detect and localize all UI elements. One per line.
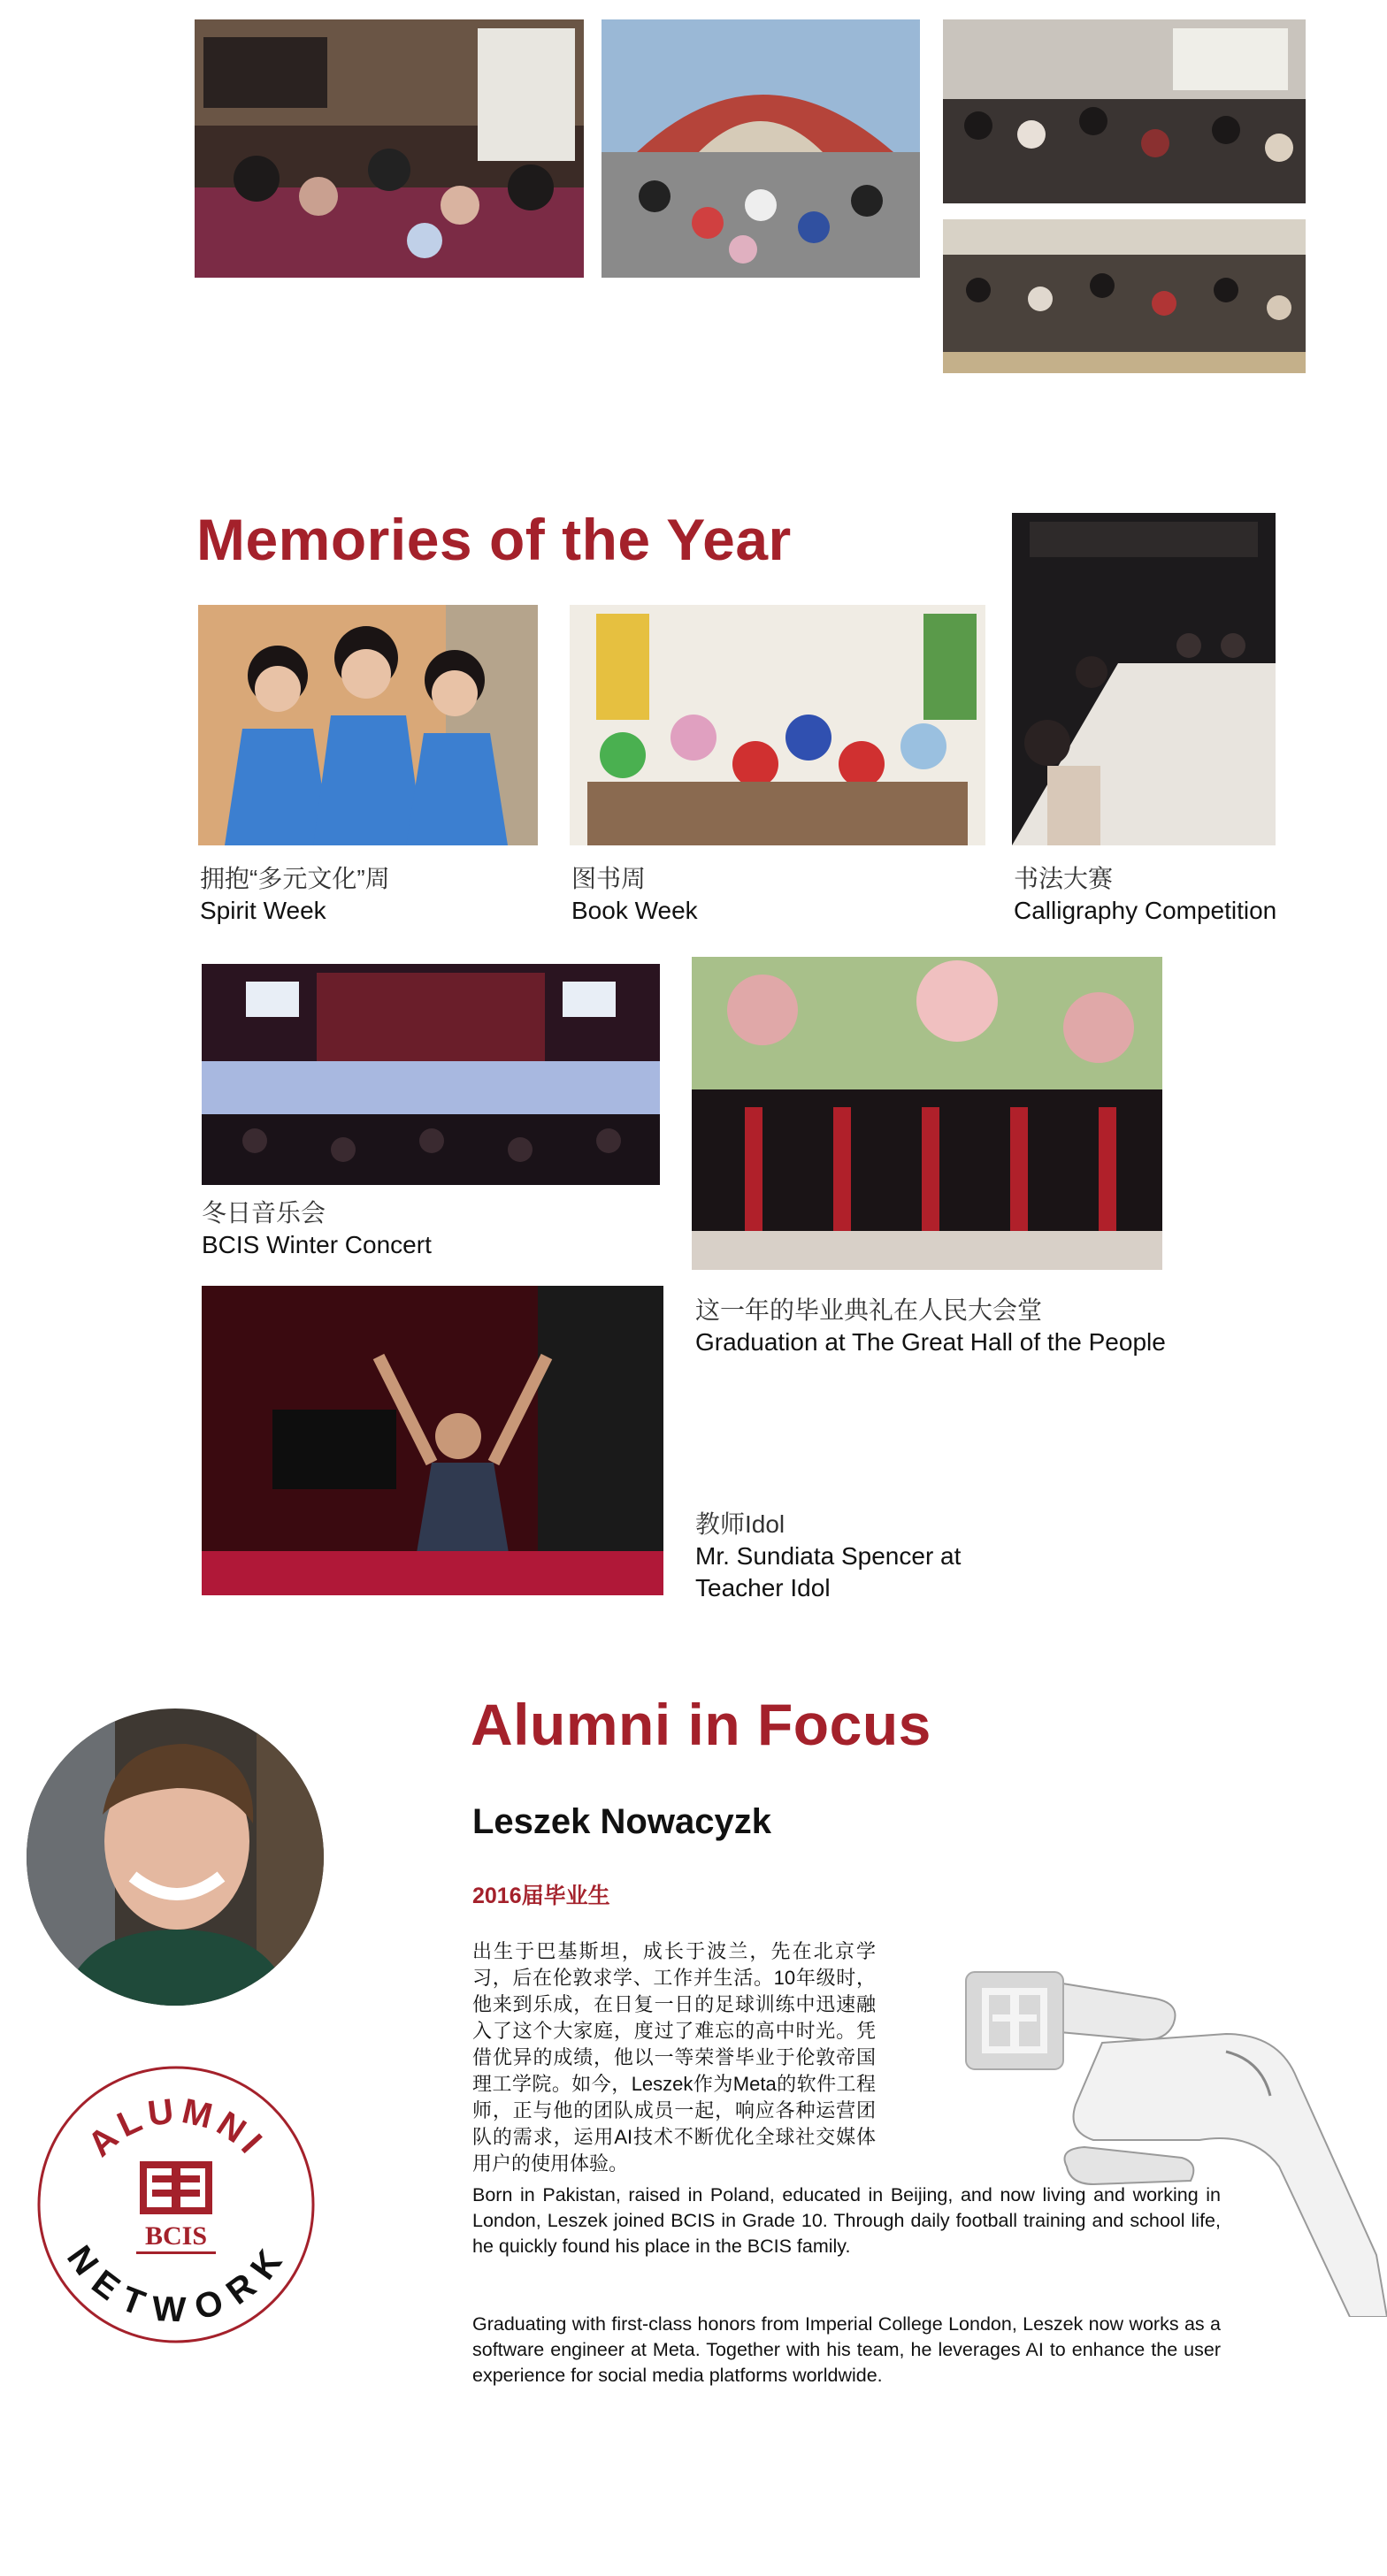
caption-en: BCIS Winter Concert <box>202 1231 432 1258</box>
robot-hand-image <box>961 1901 1387 2317</box>
caption-en: Book Week <box>571 897 698 924</box>
badge-top-text: ALUMNI <box>80 2091 273 2165</box>
caption-en: Graduation at The Great Hall of the People <box>695 1328 1166 1356</box>
photo-calligraphy <box>1012 513 1276 845</box>
caption-zh: 这一年的毕业典礼在人民大会堂 <box>695 1296 1043 1324</box>
caption-en: Mr. Sundiata Spencer at Teacher Idol <box>695 1542 962 1601</box>
alumni-name: Leszek Nowacyzk <box>472 1802 771 1841</box>
caption-spirit-week <box>200 863 536 927</box>
caption-zh: 冬日音乐会 <box>202 1199 326 1227</box>
photo-auditorium-1 <box>943 19 1306 203</box>
caption-zh: 书法大赛 <box>1014 865 1114 892</box>
photo-storytime <box>195 19 584 278</box>
caption-teacher-idol <box>695 1509 1014 1604</box>
alumni-bio-en-1: Born in Pakistan, raised in Poland, educated in Beijing, and now living and working in London, Leszek joined BCIS in Grade 10. Through daily football training and school life, he quickly found his place in the BCIS family. <box>472 2184 1221 2257</box>
caption-zh: 教师Idol <box>695 1510 785 1538</box>
caption-calligraphy <box>1014 863 1376 927</box>
badge-bottom-text: NETWORK <box>59 2238 293 2330</box>
alumni-bio-en-2: Graduating with first-class honors from Imperial College London, Leszek now works as a software engineer at Meta. Together with his team, he leverages AI to enhance the user experience for social media platforms worldwide. <box>472 2313 1221 2386</box>
photo-book-week <box>570 605 985 845</box>
alumni-portrait <box>27 1708 324 2006</box>
photo-auditorium-2 <box>943 219 1306 373</box>
bcis-cube-icon <box>966 1972 1063 2069</box>
photo-graduation <box>692 957 1162 1270</box>
alumni-bio-zh: 出生于巴基斯坦，成长于波兰，先在北京学习，后在伦敦求学、工作并生活。10年级时，他来到乐成，在日复一日的足球训练中迅速融入了这个大家庭，度过了难忘的高中时光。凭借优异的成绩，他以一等荣誉毕业于伦敦帝国理工学院。如今，Leszek作为Meta的软件工程师，正与他的团队成员一起，响应各种运营团队的需求，运用AI技术不断优化全球社交媒体用户的使用体验。 <box>472 1940 876 2175</box>
photo-winter-concert <box>202 964 660 1185</box>
caption-book-week <box>571 863 961 927</box>
alumni-class-year: 2016届毕业生 <box>472 1884 610 1908</box>
badge-logo-text: BCIS <box>144 2221 208 2251</box>
caption-en: Spirit Week <box>200 897 326 924</box>
caption-zh: 拥抱“多元文化”周 <box>200 865 390 892</box>
photo-spirit-week <box>198 605 538 845</box>
memories-title: Memories of the Year <box>196 507 792 572</box>
caption-winter-concert <box>202 1197 644 1261</box>
caption-en: Calligraphy Competition <box>1014 897 1277 924</box>
alumni-network-badge <box>35 2064 317 2345</box>
caption-graduation <box>695 1295 1173 1358</box>
caption-zh: 图书周 <box>571 865 647 892</box>
photo-teacher-idol <box>202 1286 663 1595</box>
photo-dome-gathering <box>602 19 920 278</box>
alumni-title: Alumni in Focus <box>471 1692 931 1757</box>
